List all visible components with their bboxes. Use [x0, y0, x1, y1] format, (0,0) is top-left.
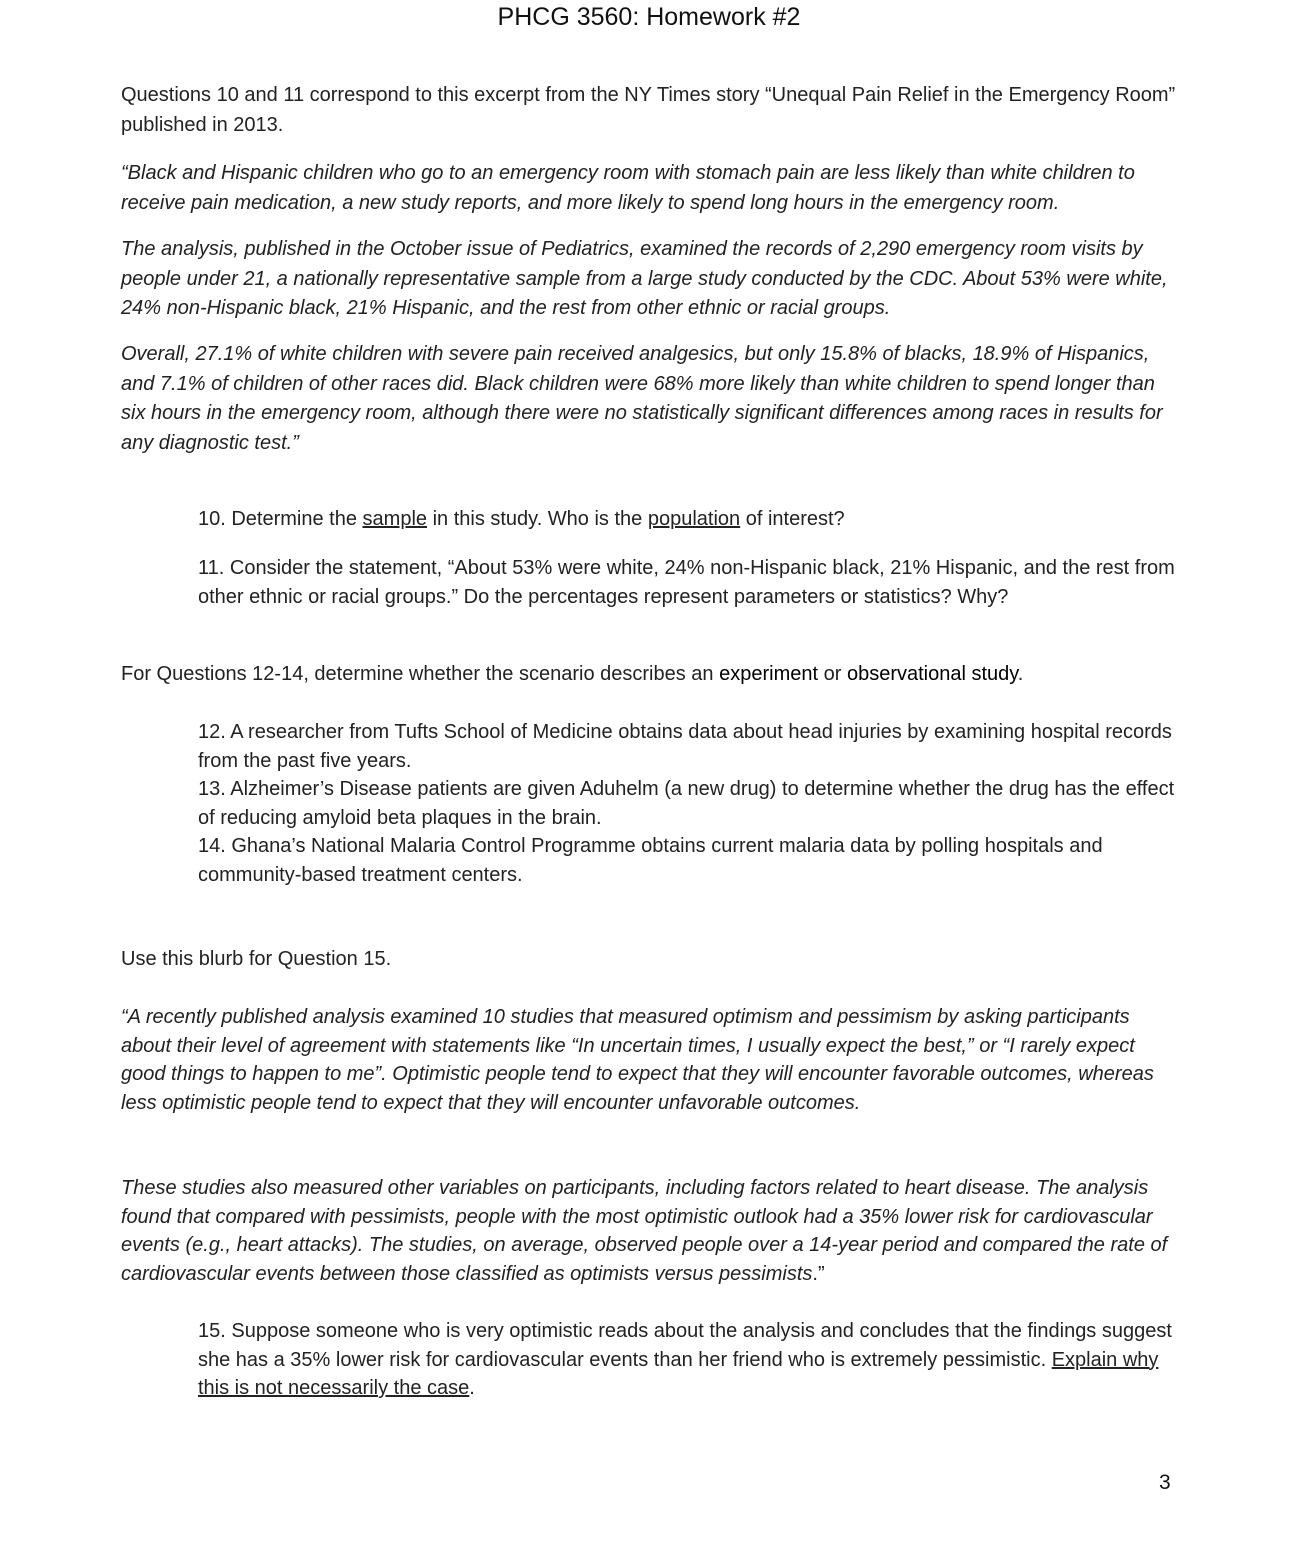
section-2-intro: [121, 660, 1181, 690]
blurb-paragraph-2-text: These studies also measured other variables on participants, including factors related to heart disease. The analysis found that compared with pessimists, people with the most optimistic outlook had a 35% lower risk for cardiovascular events (e.g., heart attacks). The studies, on average, observed people over a 14-year period and compared the rate of cardiovascular events between those classified as optimists versus pessimists: [121, 1177, 1168, 1285]
section-3-intro: Use this blurb for Question 15.: [121, 948, 392, 970]
question-10-part1: 10. Determine the: [198, 508, 363, 530]
population-term: population: [647, 508, 741, 530]
intro-paragraph: Questions 10 and 11 correspond to this excerpt from the NY Times story “Unequal Pain Relief in the Emergency Room” published in 2013.: [121, 84, 1176, 136]
question-15: [198, 1317, 1178, 1403]
blurb-paragraph-2-end: .”: [812, 1262, 825, 1285]
blurb-paragraph-2: [121, 1174, 1181, 1288]
question-15-end: .: [469, 1377, 475, 1400]
sample-term: sample: [362, 508, 428, 530]
question-10: [198, 505, 1178, 534]
question-13: 13. Alzheimer’s Disease patients are given Aduhelm (a new drug) to determine whether the drug has the effect of reducing amyloid beta plaques in the brain.: [198, 778, 1175, 829]
section-2-part1: For Questions 12-14, determine whether the scenario describes an: [121, 663, 720, 685]
section-2-part3: .: [1017, 663, 1024, 685]
observational-study-term: observational study: [846, 663, 1018, 685]
excerpt-paragraph-3: Overall, 27.1% of white children with severe pain received analgesics, but only 15.8% of blacks, 18.9% of Hispanics, and 7.1% of children of other races did. Black children were 68% more likely than white children to spend longer than six hours in the emergency room, although there were no statistically significant differences among races in results for any diagnostic test.”: [121, 343, 1163, 454]
excerpt-paragraph-1: “Black and Hispanic children who go to an emergency room with stomach pain are less likely than white children to receive pain medication, a new study reports, and more likely to spend long hours in the emergency room.: [121, 162, 1135, 214]
question-15-text: 15. Suppose someone who is very optimistic reads about the analysis and concludes that the findings suggest she has a 35% lower risk for cardiovascular events than her friend who is extremely pessimistic.: [198, 1320, 1172, 1371]
blurb-paragraph-1: “A recently published analysis examined 10 studies that measured optimism and pessimism by asking participants about their level of agreement with statements like “In uncertain times, I usually expect the best,” or “I rarely expect good things to happen to me”. Optimistic people tend to expect that they will encounter favorable outcomes, whereas less optimistic people tend to expect that they will encounter unfavorable outcomes.: [121, 1006, 1154, 1114]
question-15-explain: Explain why this is not necessarily the case: [198, 1348, 1159, 1400]
page-number: 3: [1159, 1471, 1171, 1494]
excerpt-paragraph-2: The analysis, published in the October issue of Pediatrics, examined the records of 2,290 emergency room visits by people under 21, a nationally representative sample from a large study conducted by the CDC. About 53% were white, 24% non-Hispanic black, 21% Hispanic, and the rest from other ethnic or racial groups.: [121, 238, 1168, 319]
experiment-term: experiment: [719, 663, 819, 685]
question-10-part2: in this study. Who is the: [427, 508, 648, 530]
question-12: 12. A researcher from Tufts School of Medicine obtains data about head injuries by examining hospital records from the past five years.: [198, 721, 1172, 772]
page-title: PHCG 3560: Homework #2: [497, 3, 801, 31]
question-11: 11. Consider the statement, “About 53% were white, 24% non-Hispanic black, 21% Hispanic, and the rest from other ethnic or racial groups.” Do the percentages represent parameters or statistics? Why?: [198, 557, 1175, 608]
question-14: 14. Ghana’s National Malaria Control Programme obtains current malaria data by polling hospitals and community-based treatment centers.: [198, 835, 1103, 886]
question-10-part3: of interest?: [740, 508, 845, 530]
section-2-part2: or: [818, 663, 847, 685]
